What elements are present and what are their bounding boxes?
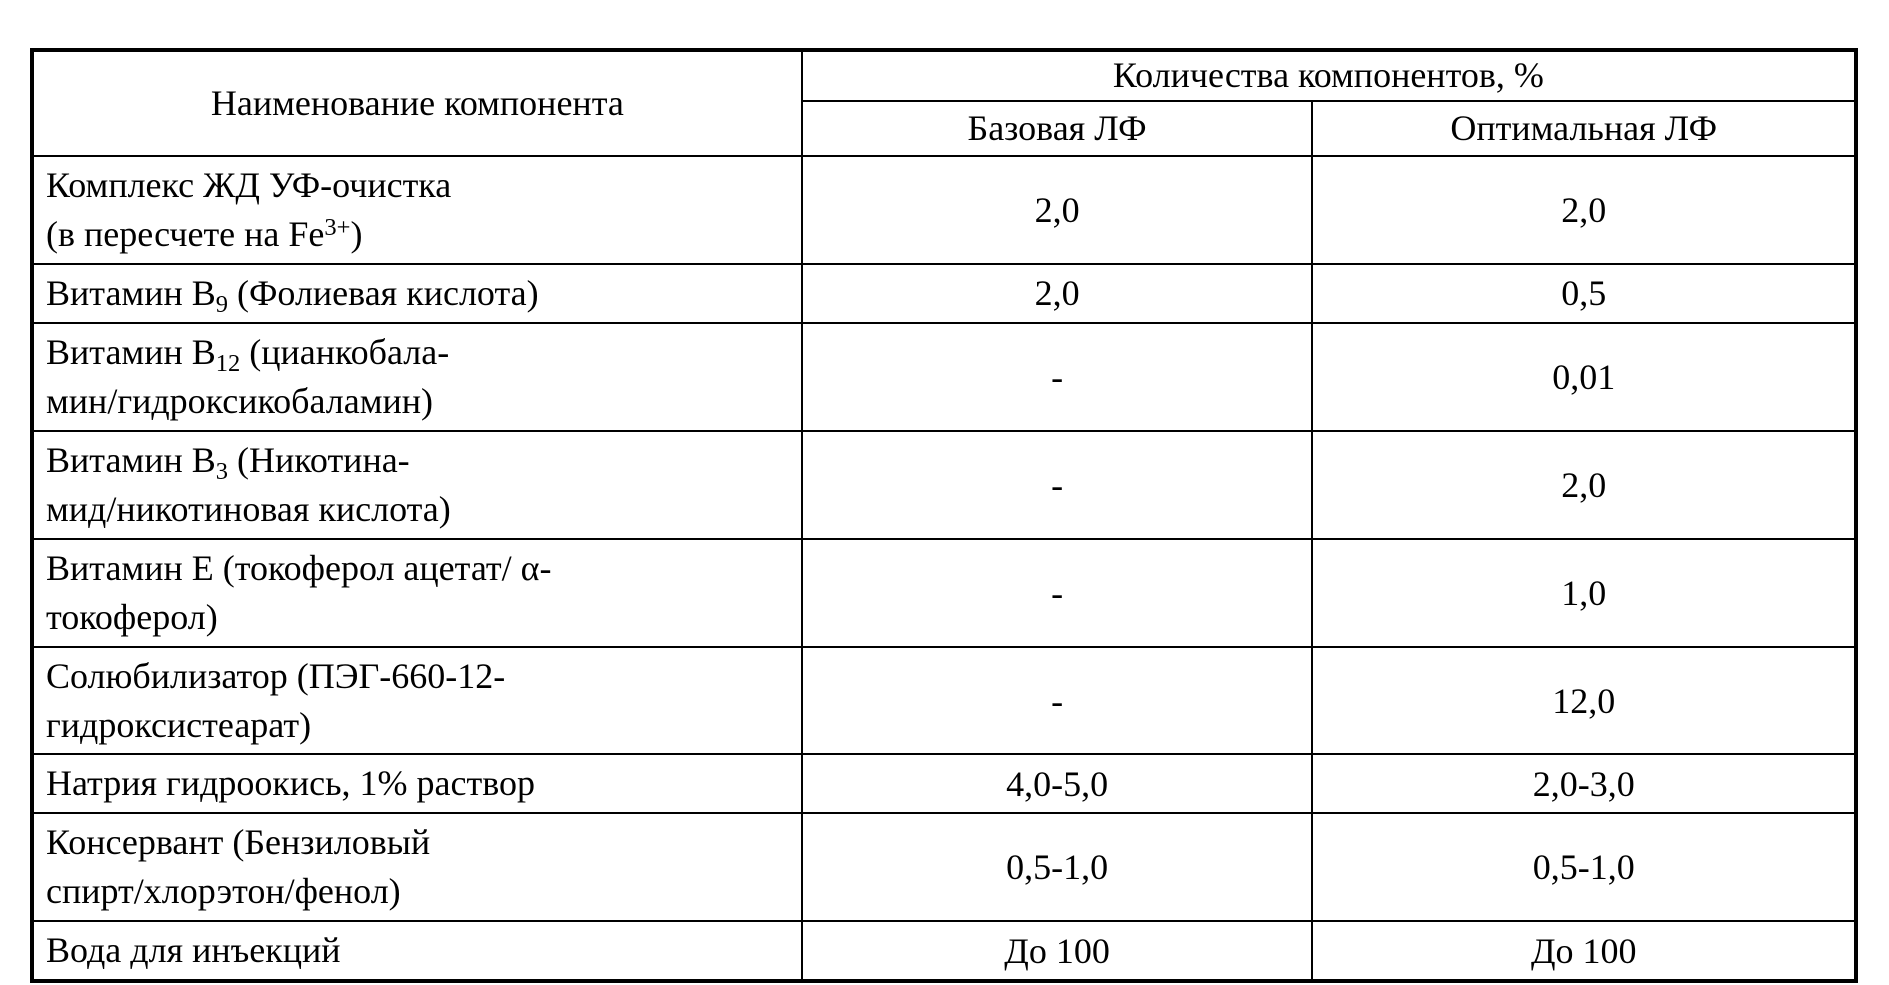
table-row — [32, 323, 1856, 431]
optimal-value-cell: До 100 — [1312, 921, 1856, 981]
component-name-cell: Витамин $В_{12}$ (цианкобала- мин/гидроксикобаламин) — [32, 323, 802, 431]
components-table — [30, 48, 1858, 983]
header-row-group — [32, 50, 1856, 101]
base-value-cell: 2,0 — [802, 156, 1313, 264]
table-row — [32, 754, 1856, 813]
table-row — [32, 921, 1856, 981]
header-base-lf: Базовая ЛФ — [802, 101, 1313, 156]
table-body — [32, 156, 1856, 981]
component-name-cell: Витамин $В_9$ (Фолиевая кислота) — [32, 264, 802, 323]
table-header — [32, 50, 1856, 156]
header-optimal-lf: Оптимальная ЛФ — [1312, 101, 1856, 156]
base-value-cell: - — [802, 431, 1313, 539]
optimal-value-cell: 2,0 — [1312, 156, 1856, 264]
base-value-cell: - — [802, 539, 1313, 647]
component-name-cell: Витамин Е (токоферол ацетат/ α- токоферол) — [32, 539, 802, 647]
table-row — [32, 431, 1856, 539]
table-row — [32, 647, 1856, 755]
header-quantities-group: Количества компонентов, % — [802, 50, 1856, 101]
optimal-value-cell: 0,01 — [1312, 323, 1856, 431]
base-value-cell: 0,5-1,0 — [802, 813, 1313, 921]
component-name-cell: Консервант (Бензиловый спирт/хлорэтон/фенол) — [32, 813, 802, 921]
optimal-value-cell: 2,0-3,0 — [1312, 754, 1856, 813]
table-row — [32, 156, 1856, 264]
component-name-cell: Солюбилизатор (ПЭГ-660-12- гидроксистеарат) — [32, 647, 802, 755]
base-value-cell: 4,0-5,0 — [802, 754, 1313, 813]
component-name-cell: Вода для инъекций — [32, 921, 802, 981]
table-row — [32, 264, 1856, 323]
base-value-cell: До 100 — [802, 921, 1313, 981]
table-row — [32, 539, 1856, 647]
component-name-cell: Натрия гидроокись, 1% раствор — [32, 754, 802, 813]
base-value-cell: - — [802, 647, 1313, 755]
base-value-cell: - — [802, 323, 1313, 431]
component-name-cell: Витамин $В_3$ (Никотина- мид/никотиновая кислота) — [32, 431, 802, 539]
optimal-value-cell: 0,5-1,0 — [1312, 813, 1856, 921]
table-row — [32, 813, 1856, 921]
optimal-value-cell: 1,0 — [1312, 539, 1856, 647]
component-name-cell: Комплекс ЖД УФ-очистка (в пересчете на $Fe^{3+}$) — [32, 156, 802, 264]
optimal-value-cell: 2,0 — [1312, 431, 1856, 539]
header-component-name: Наименование компонента — [32, 50, 802, 156]
optimal-value-cell: 0,5 — [1312, 264, 1856, 323]
optimal-value-cell: 12,0 — [1312, 647, 1856, 755]
base-value-cell: 2,0 — [802, 264, 1313, 323]
